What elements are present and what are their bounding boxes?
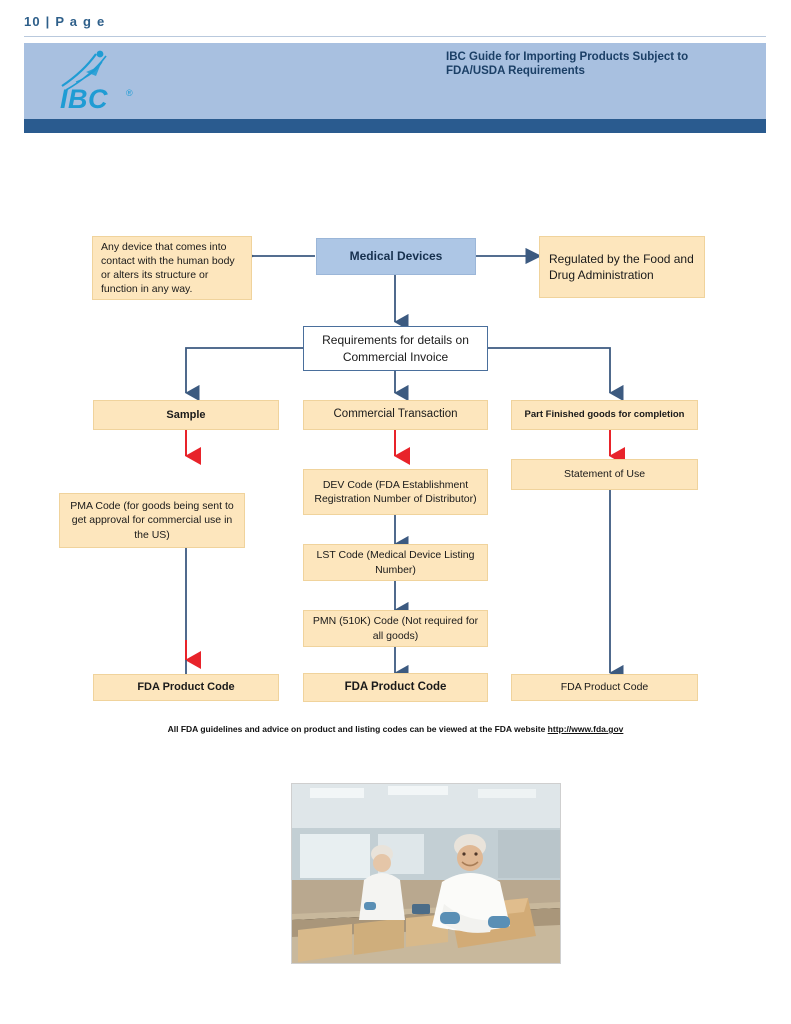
node-part-finished-goods: Part Finished goods for completion bbox=[511, 400, 698, 430]
node-pma-code: PMA Code (for goods being sent to get approval for commercial use in the US) bbox=[59, 493, 245, 548]
node-lst-code: LST Code (Medical Device Listing Number) bbox=[303, 544, 488, 581]
footnote-text: All FDA guidelines and advice on product and listing codes can be viewed at the FDA website bbox=[167, 724, 548, 734]
node-commercial-transaction: Commercial Transaction bbox=[303, 400, 488, 430]
fda-website-link[interactable]: http://www.fda.gov bbox=[547, 724, 624, 734]
node-medical-devices: Medical Devices bbox=[316, 238, 476, 275]
node-invoice-requirements: Requirements for details on Commercial Invoice bbox=[303, 326, 488, 371]
packing-line-photo bbox=[291, 783, 561, 964]
node-regulator: Regulated by the Food and Drug Administration bbox=[539, 236, 705, 298]
node-device-definition: Any device that comes into contact with the human body or alters its structure or function in any way. bbox=[92, 236, 252, 300]
node-fda-product-code-left: FDA Product Code bbox=[93, 674, 279, 701]
node-dev-code: DEV Code (FDA Establishment Registration Number of Distributor) bbox=[303, 469, 488, 515]
logo-registered-mark: ® bbox=[126, 88, 133, 98]
logo-wordmark: IBC bbox=[60, 84, 108, 114]
node-fda-product-code-right: FDA Product Code bbox=[511, 674, 698, 701]
node-sample: Sample bbox=[93, 400, 279, 430]
node-statement-of-use: Statement of Use bbox=[511, 459, 698, 490]
node-pmn-code: PMN (510K) Code (Not required for all goods) bbox=[303, 610, 488, 647]
page-number: 10 | P a g e bbox=[24, 14, 106, 29]
node-fda-product-code-center: FDA Product Code bbox=[303, 673, 488, 702]
photo-illustration bbox=[292, 784, 560, 963]
document-title: IBC Guide for Importing Products Subject to FDA/USDA Requirements bbox=[446, 51, 689, 78]
fda-footnote bbox=[0, 724, 791, 734]
